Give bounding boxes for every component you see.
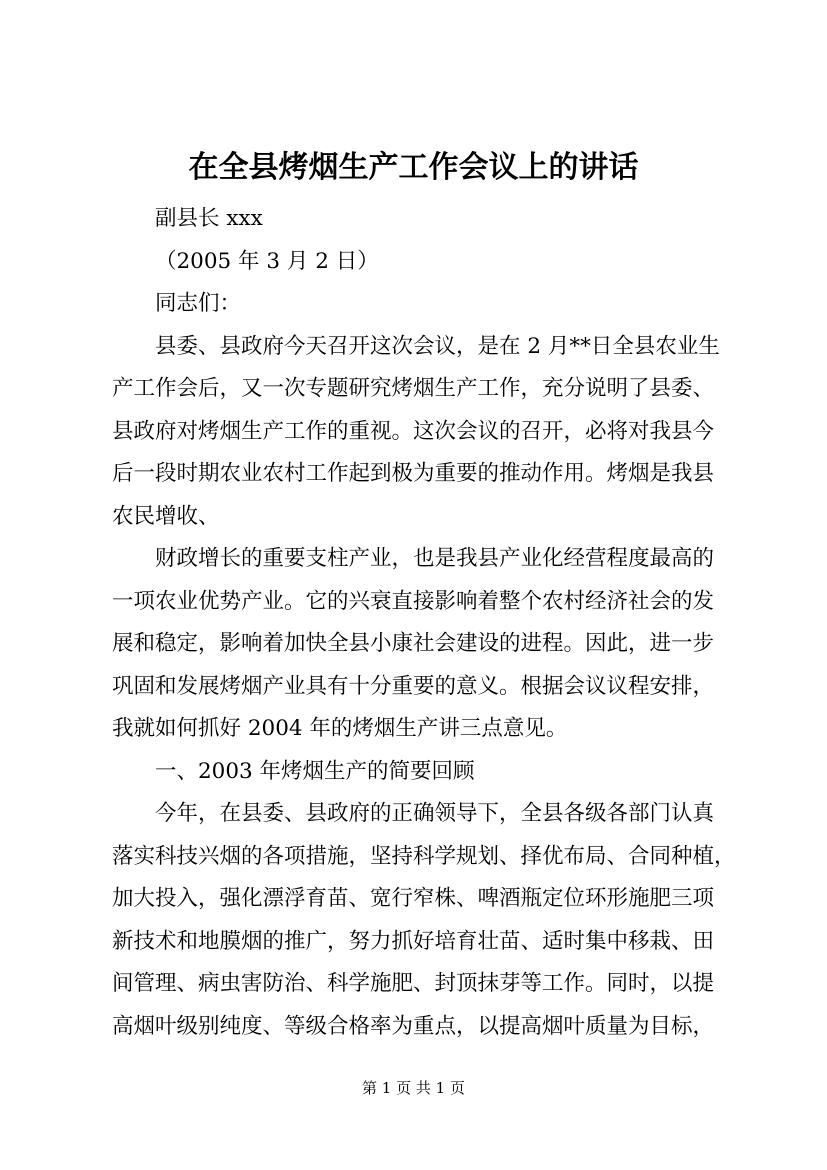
document-body <box>112 198 738 1048</box>
paragraph-line: 加大投入，强化漂浮育苗、宽行窄株、啤酒瓶定位环形施肥三项 <box>112 886 715 911</box>
paragraph-line: 展和稳定，影响着加快全县小康社会建设的进程。因此，进一步 <box>112 631 715 656</box>
paragraph-line: 我就如何抓好 2004 年的烤烟生产讲三点意见。 <box>112 716 568 741</box>
document-title: 在全县烤烟生产工作会议上的讲话 <box>188 150 639 185</box>
paragraph-line: 巩固和发展烤烟产业具有十分重要的意义。根据会议议程安排， <box>112 673 715 699</box>
paragraph-line: 财政增长的重要支柱产业，也是我县产业化经营程度最高的 <box>155 546 715 571</box>
author-line: 副县长 xxx <box>155 206 263 231</box>
section-heading: 一、2003 年烤烟生产的简要回顾 <box>155 758 475 784</box>
paragraph-line: 农民增收、 <box>112 503 220 529</box>
paragraph-line: 县政府对烤烟生产工作的重视。这次会议的召开，必将对我县今 <box>112 418 715 444</box>
paragraph-line: 产工作会后，又一次专题研究烤烟生产工作，充分说明了县委、 <box>112 376 715 401</box>
paragraph-line: 落实科技兴烟的各项措施，坚持科学规划、择优布局、合同种植， <box>112 843 736 869</box>
paragraph-line: 后一段时期农业农村工作起到极为重要的推动作用。烤烟是我县 <box>112 461 715 486</box>
paragraph-line: 今年，在县委、县政府的正确领导下，全县各级各部门认真 <box>155 801 715 826</box>
date-line: （2005 年 3 月 2 日） <box>155 248 379 274</box>
greeting-line: 同志们： <box>155 291 242 316</box>
page-footer: 第 1 页 共 1 页 <box>362 1079 465 1097</box>
paragraph-line: 一项农业优势产业。它的兴衰直接影响着整个农村经济社会的发 <box>112 588 715 614</box>
paragraph-line: 新技术和地膜烟的推广，努力抓好培育壮苗、适时集中移栽、田 <box>112 928 715 954</box>
paragraph-line: 高烟叶级别纯度、等级合格率为重点，以提高烟叶质量为目标， <box>112 1013 715 1039</box>
paragraph-line: 县委、县政府今天召开这次会议，是在 2 月**日全县农业生 <box>155 333 720 359</box>
paragraph-line: 间管理、病虫害防治、科学施肥、封顶抹芽等工作。同时，以提 <box>112 971 715 996</box>
